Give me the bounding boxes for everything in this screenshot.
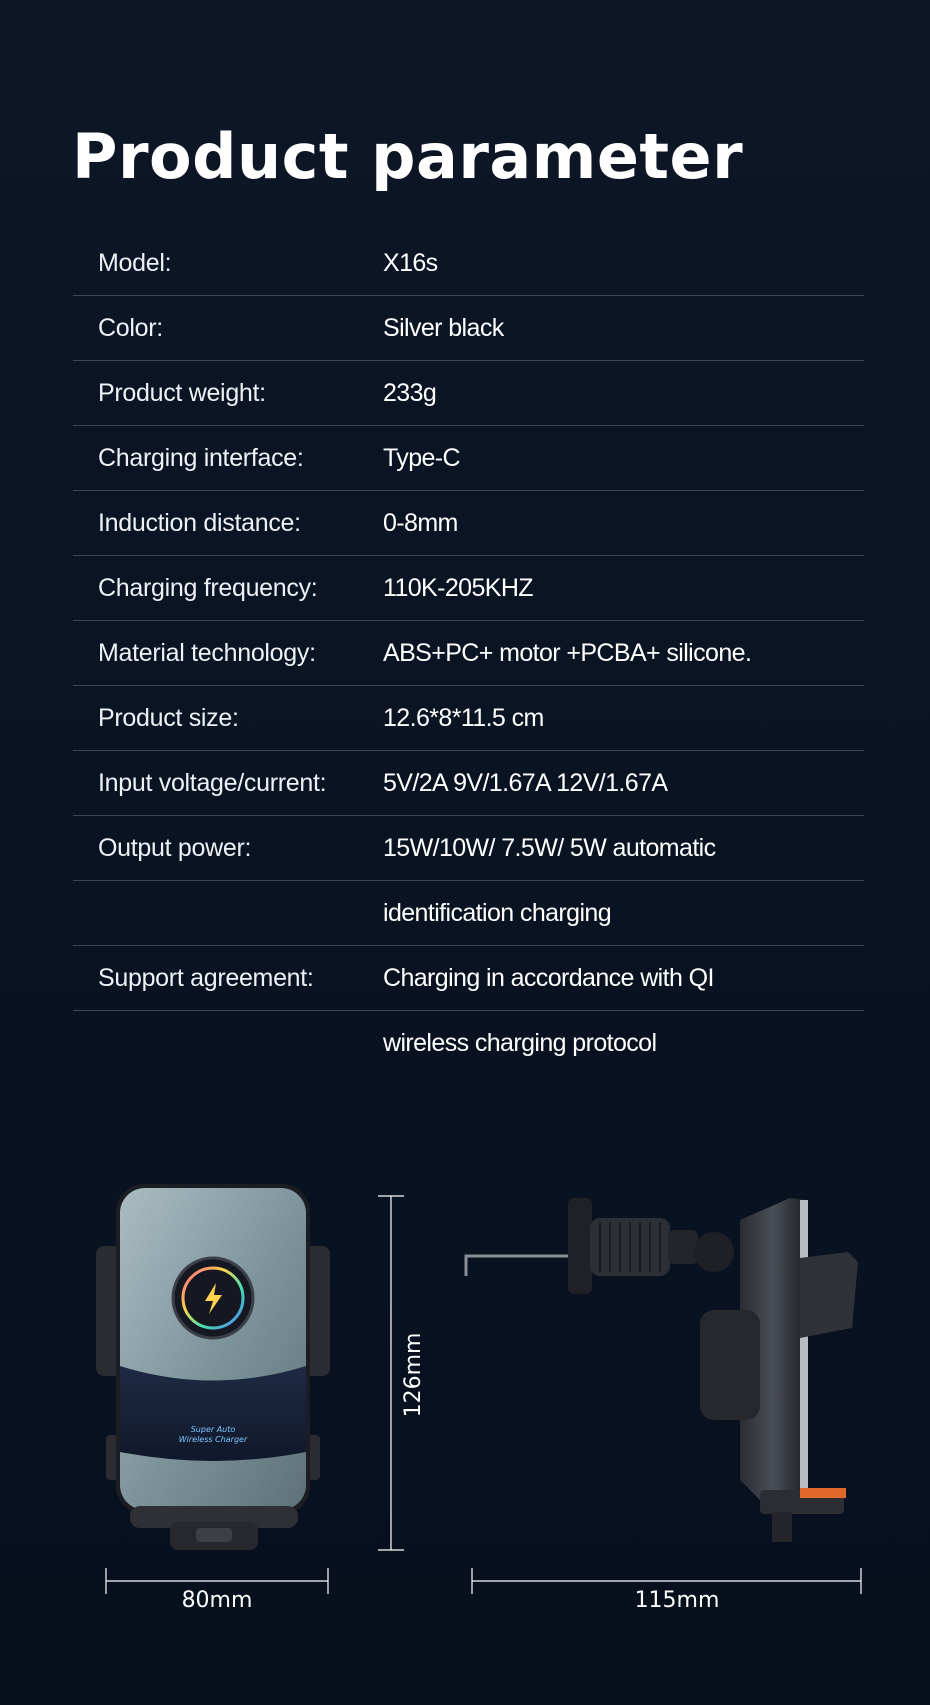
param-row xyxy=(73,296,864,361)
param-value: X16s xyxy=(383,249,438,277)
product-illustration xyxy=(0,1170,930,1620)
motor-housing xyxy=(700,1310,760,1420)
param-label: Product size: xyxy=(98,704,239,732)
param-value: 0-8mm xyxy=(383,509,458,537)
depth-label: 115mm xyxy=(634,1588,720,1613)
parameter-table xyxy=(73,231,864,1076)
device-label-line1: Super Auto xyxy=(190,1425,236,1434)
device-label-line2: Wireless Charger xyxy=(178,1435,248,1444)
param-row xyxy=(73,816,864,881)
param-row xyxy=(73,231,864,296)
param-row xyxy=(73,686,864,751)
page-title: Product parameter xyxy=(72,120,744,193)
panel-edge xyxy=(800,1200,808,1500)
param-label: Charging frequency: xyxy=(98,574,318,602)
param-row xyxy=(73,621,864,686)
param-row xyxy=(73,946,864,1011)
param-label: Model: xyxy=(98,249,172,277)
side-view xyxy=(466,1198,858,1542)
param-label: Output power: xyxy=(98,834,252,862)
joint-ring xyxy=(694,1232,734,1272)
width-label: 80mm xyxy=(181,1588,253,1613)
param-label: Support agreement: xyxy=(98,964,314,992)
param-value: Charging in accordance with QI xyxy=(383,964,714,992)
param-value: 15W/10W/ 7.5W/ 5W automatic xyxy=(383,834,716,862)
clamp-accent xyxy=(800,1488,846,1498)
param-label: Charging interface: xyxy=(98,444,304,472)
param-row xyxy=(73,361,864,426)
param-label: Material technology: xyxy=(98,639,316,667)
clamp-knob xyxy=(196,1528,232,1542)
param-label: Color: xyxy=(98,314,163,342)
clamp-foot xyxy=(772,1512,792,1542)
param-row xyxy=(73,881,864,946)
param-value: Type-C xyxy=(383,444,460,472)
param-value: 12.6*8*11.5 cm xyxy=(383,704,544,732)
front-view xyxy=(96,1184,330,1550)
param-row xyxy=(73,556,864,621)
param-value: 110K-205KHZ xyxy=(383,574,533,602)
param-label: Input voltage/current: xyxy=(98,769,327,797)
height-label: 126mm xyxy=(401,1332,426,1418)
param-value: identification charging xyxy=(383,899,612,927)
knob-grip xyxy=(600,1222,660,1272)
param-value: 233g xyxy=(383,379,437,407)
param-row xyxy=(73,751,864,816)
product-figures xyxy=(0,1170,930,1620)
param-row xyxy=(73,1011,864,1076)
side-arm xyxy=(800,1252,858,1338)
param-label: Product weight: xyxy=(98,379,266,407)
param-value: wireless charging protocol xyxy=(383,1029,657,1057)
param-value: 5V/2A 9V/1.67A 12V/1.67A xyxy=(383,769,668,797)
param-row xyxy=(73,426,864,491)
glass-panel xyxy=(120,1188,306,1510)
param-value: Silver black xyxy=(383,314,504,342)
vent-clip-base xyxy=(568,1198,592,1294)
ball-joint xyxy=(668,1230,698,1264)
param-label: Induction distance: xyxy=(98,509,301,537)
param-row xyxy=(73,491,864,556)
param-value: ABS+PC+ motor +PCBA+ silicone. xyxy=(383,639,752,667)
